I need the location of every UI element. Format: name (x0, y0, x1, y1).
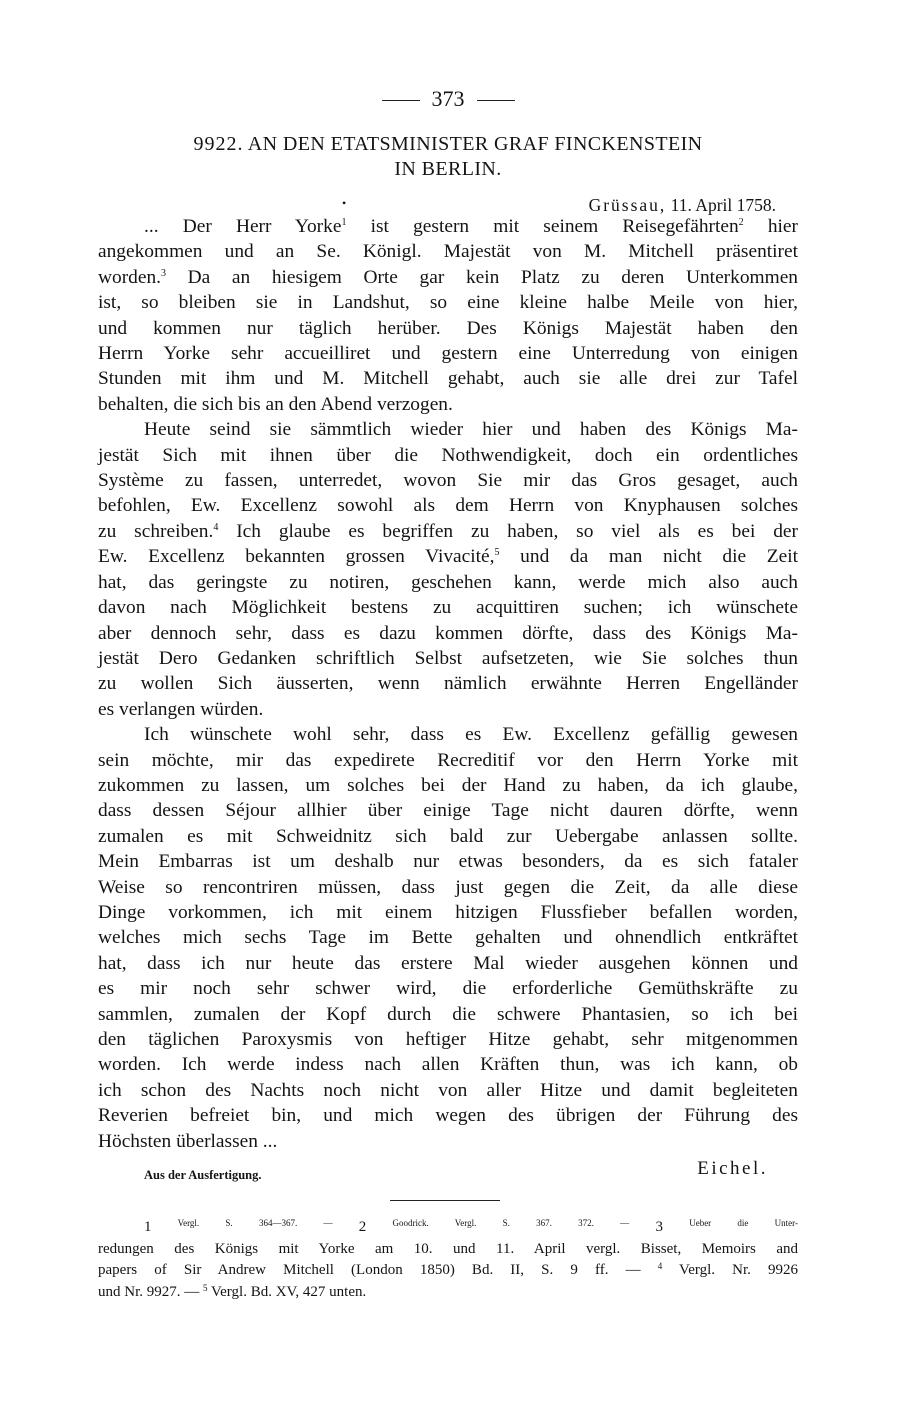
body-line (98, 697, 798, 722)
body-line (98, 417, 798, 442)
closing-row (98, 1158, 798, 1186)
body-line (98, 1027, 798, 1052)
letter-heading (98, 132, 798, 182)
footnote-line (98, 1217, 798, 1239)
body-line (98, 671, 798, 696)
text-segment: zumalen es mit Schweidnitz sich bald zur Uebergabe anlassen sollte. (98, 825, 798, 847)
text-segment: Weise so rencontriren müssen, dass just gegen die Zeit, da alle diese (98, 876, 798, 898)
text-segment: Ew. Excellenz bekannten grossen Vivacité, (98, 546, 495, 568)
body-line (98, 341, 798, 366)
body-line (98, 900, 798, 925)
text-segment: den täglichen Paroxysmis von heftiger Hitze gehabt, sehr mitgenommen (98, 1029, 798, 1050)
body-line (98, 1129, 798, 1154)
footnote-marker: 1 (341, 217, 347, 228)
letter-number: 9922. (193, 133, 244, 155)
text-segment: angekommen und an Se. Königl. Majestät von M. Mitchell präsentiret (98, 241, 798, 263)
footnote-marker: 4 (213, 521, 219, 533)
page-number-row (98, 84, 798, 120)
text-segment: Système zu fassen, unterredet, wovon Sie mir das Gros gesaget, auch (98, 470, 798, 492)
text-segment: befohlen, Ew. Excellenz sowohl als dem Herrn von Knyphausen solches (98, 495, 798, 517)
body-line (98, 1078, 798, 1103)
source-note: Aus der Ausfertigung. (144, 1168, 262, 1183)
body-line (98, 468, 798, 493)
body-line (98, 239, 798, 264)
text-segment: aber dennoch sehr, dass es dazu kommen dörfte, dass des Königs Ma- (98, 622, 798, 644)
heading-line-1 (98, 132, 798, 157)
text-segment: zu schreiben. (98, 520, 214, 542)
text-segment: worden. (98, 266, 162, 288)
page-number: 373 (431, 86, 465, 111)
text-segment: 1 (144, 1219, 152, 1236)
body-line (98, 316, 798, 341)
body-line (98, 1103, 798, 1128)
text-segment: Vergl. Bd. XV, 427 unten. (207, 1283, 367, 1300)
text-segment: ist, so bleiben sie in Landshut, so eine kleine halbe Meile von hier, (98, 292, 798, 314)
text-segment: Reverien befreiet bin, und mich wegen des übrigen der Führung des (98, 1105, 798, 1127)
text-segment: zu wollen Sich äusserten, wenn nämlich erwähnte Herren Engelländer (98, 673, 798, 695)
text-segment: Dinge vorkommen, ich mit einem hitzigen Flussfieber befallen worden, (98, 901, 798, 923)
stray-mark: • (342, 196, 347, 210)
footnote-line (98, 1239, 798, 1261)
text-segment: davon nach Möglichkeit bestens zu acquittiren suchen; ich wünschete (98, 597, 798, 619)
body-line (98, 875, 798, 900)
footnote-line (98, 1282, 798, 1304)
text-segment: behalten, die sich bis an den Abend verzogen. (98, 393, 453, 415)
footnote-marker: 2 (738, 217, 744, 228)
footnotes (98, 1217, 798, 1303)
body-line (98, 925, 798, 950)
body-line (98, 493, 798, 518)
text-segment: Heute seind sie sämmtlich wieder hier und haben des Königs Ma- (144, 419, 798, 441)
heading-title: AN DEN ETATSMINISTER GRAF FINCKENSTEIN (247, 133, 703, 155)
body-line (98, 366, 798, 391)
body-line (98, 392, 798, 417)
text-segment: es mir noch sehr schwer wird, die erforderliche Gemüthskräfte zu (98, 978, 798, 1000)
footnote-marker: Vergl. S. 364—367. — (151, 1218, 359, 1229)
text-segment: 2 (358, 1219, 367, 1236)
text-segment: Herrn Yorke sehr accueilliret und gestern eine Unterredung von einigen (98, 343, 798, 365)
body-line (98, 570, 798, 595)
text-segment: es verlangen würden. (98, 698, 264, 720)
body-line (98, 646, 798, 671)
dateline (98, 188, 798, 214)
body-line (98, 824, 798, 849)
page-number-dash-left (382, 100, 420, 101)
text-segment: worden. Ich werde indess nach allen Kräften thun, was ich kann, ob (98, 1054, 798, 1076)
text-segment: und da man nicht die Zeit (499, 546, 798, 568)
body-line (98, 621, 798, 646)
text-segment: Stunden mit ihm und M. Mitchell gehabt, auch sie alle drei zur Tafel (98, 368, 798, 390)
text-segment: ich schon des Nachts noch nicht von aller Hitze und damit begleiteten (98, 1079, 798, 1101)
text-segment: hat, das geringste zu notiren, geschehen kann, werde mich also auch (98, 571, 798, 593)
text-segment: ... Der Herr Yorke (144, 216, 342, 237)
text-segment: Mein Embarras ist um deshalb nur etwas besonders, da es sich fataler (98, 851, 798, 873)
text-segment: und Nr. 9927. — (98, 1283, 203, 1300)
text-segment: redungen des Königs mit Yorke am 10. und 11. April vergl. Bisset, Memoirs and (98, 1240, 798, 1257)
date: 11. April 1758. (670, 195, 776, 215)
text-segment: papers of Sir Andrew Mitchell (London 1850) Bd. II, S. 9 ff. — (98, 1262, 658, 1279)
body-line (98, 544, 798, 569)
footnote-line (98, 1260, 798, 1282)
text-segment: Vergl. Nr. 9926 (662, 1262, 799, 1279)
text-segment: hier (743, 216, 798, 237)
heading-line-2: IN BERLIN. (394, 158, 502, 180)
place: Grüssau, (588, 195, 667, 215)
letter-body (98, 214, 798, 1154)
text-segment: zukommen zu lassen, um solches bei der Hand zu haben, da ich glaube, (98, 774, 798, 796)
footnote-marker: Goodrick. Vergl. S. 367. 372. — (366, 1218, 656, 1229)
body-line (98, 951, 798, 976)
text-segment: Höchsten überlassen ... (98, 1130, 278, 1152)
text-segment: sammlen, zumalen der Kopf durch die schwere Phantasien, so ich bei (98, 1003, 798, 1025)
body-line (98, 798, 798, 823)
footnote-rule (390, 1200, 500, 1201)
text-segment: welches mich sechs Tage im Bette gehalten und ohnendlich entkräftet (98, 927, 798, 949)
text-segment: jestät Dero Gedanken schriftlich Selbst aufsetzeten, wie Sie solches thun (98, 647, 798, 669)
text-segment: und kommen nur täglich herüber. Des Königs Majestät haben den (98, 317, 798, 339)
body-line (98, 722, 798, 747)
page (98, 84, 798, 1303)
body-line (98, 748, 798, 773)
body-line (98, 849, 798, 874)
body-line (98, 443, 798, 468)
text-segment: Da an hiesigem Orte gar kein Platz zu deren Unterkommen (166, 266, 798, 288)
place-date (589, 192, 776, 218)
footnote-marker: 4 (657, 1261, 663, 1272)
body-line (98, 1052, 798, 1077)
footnote-marker: 5 (494, 547, 500, 559)
text-segment: 3 (655, 1219, 663, 1236)
text-segment: jestät Sich mit ihnen über die Nothwendigkeit, doch ein ordentliches (98, 444, 798, 466)
text-segment: Ich wünschete wohl sehr, dass es Ew. Excellenz gefällig gewesen (144, 724, 798, 746)
body-line (98, 773, 798, 798)
signature: Eichel. (697, 1158, 768, 1180)
text-segment: sein möchte, mir das expedirete Recreditif vor den Herrn Yorke mit (98, 749, 798, 771)
text-segment: hat, dass ich nur heute das erstere Mal wieder ausgehen können und (98, 952, 798, 974)
body-line (98, 290, 798, 315)
footnote-marker: Ueber die Unter- (662, 1218, 798, 1229)
body-line (98, 976, 798, 1001)
text-segment: ist gestern mit seinem Reisegefährten (346, 216, 739, 237)
body-line (98, 519, 798, 544)
body-line (98, 1002, 798, 1027)
footnote-marker: 5 (203, 1282, 208, 1293)
body-line (98, 265, 798, 290)
text-segment: Ich glaube es begriffen zu haben, so viel als es bei der (218, 520, 799, 542)
footnote-marker: 3 (161, 267, 167, 279)
page-number-dash-right (477, 100, 515, 101)
body-line (98, 595, 798, 620)
text-segment: dass dessen Séjour allhier über einige Tage nicht dauren dörfte, wenn (98, 800, 798, 822)
